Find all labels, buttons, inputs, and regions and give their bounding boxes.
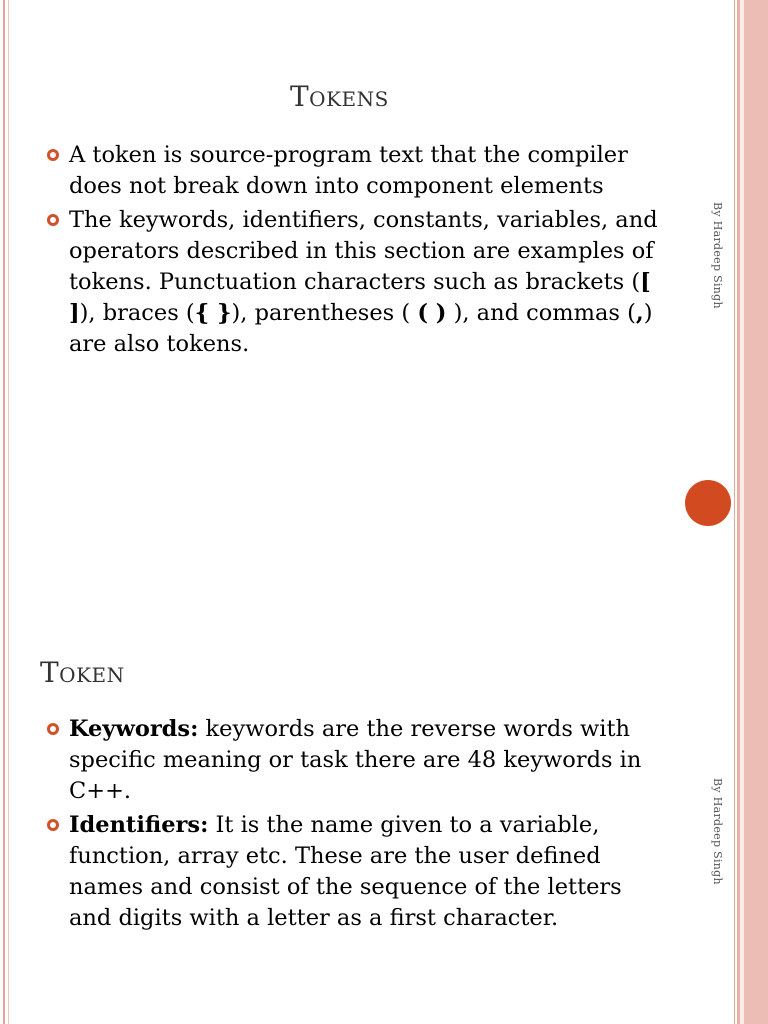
bullet-text: keywords are the reverse words with specific meaning or task there are 48 keywords in C++.	[69, 716, 642, 804]
decorative-circle	[685, 480, 731, 526]
comma-symbol: ,	[635, 300, 644, 326]
braces-symbol: { }	[194, 300, 232, 326]
slide1-title: Tokens	[290, 80, 389, 113]
slide1-bullet-list	[46, 140, 666, 363]
list-item	[46, 205, 666, 360]
term-label: Keywords:	[69, 716, 199, 742]
bullet-text: ), braces (	[79, 300, 195, 326]
bullet-icon	[47, 214, 59, 226]
left-border-line	[3, 0, 5, 1024]
slide2-byline: By Hardeep Singh	[711, 778, 724, 885]
brackets-symbol: [ ]	[69, 269, 651, 326]
bullet-icon	[47, 819, 59, 831]
right-border-line	[734, 0, 735, 1024]
bullet-text: ), and commas (	[446, 300, 636, 326]
bullet-text: It is the name given to a variable, function, array etc. These are the user defined names and consist of the sequence of the letters and digits with a letter as a first character.	[69, 812, 622, 931]
bullet-text: ) are also tokens.	[69, 300, 653, 357]
slide1-byline: By Hardeep Singh	[711, 202, 724, 309]
right-border-band	[744, 0, 768, 1024]
bullet-icon	[47, 149, 59, 161]
bullet-text: A token is source-program text that the compiler does not break down into component elements	[69, 142, 628, 199]
bullet-text: The keywords, identifiers, constants, variables, and operators described in this section are examples of tokens. Punctuation characters such as brackets (	[69, 207, 658, 295]
term-label: Identifiers:	[69, 812, 209, 838]
list-item	[46, 140, 666, 202]
bullet-text: ), parentheses (	[231, 300, 418, 326]
slide2-bullet-list	[46, 714, 666, 937]
slide2-title: Token	[40, 656, 125, 689]
list-item	[46, 810, 666, 934]
left-border-line-thin	[8, 0, 9, 1024]
list-item	[46, 714, 666, 807]
bullet-icon	[47, 723, 59, 735]
parentheses-symbol: ( )	[417, 300, 447, 326]
